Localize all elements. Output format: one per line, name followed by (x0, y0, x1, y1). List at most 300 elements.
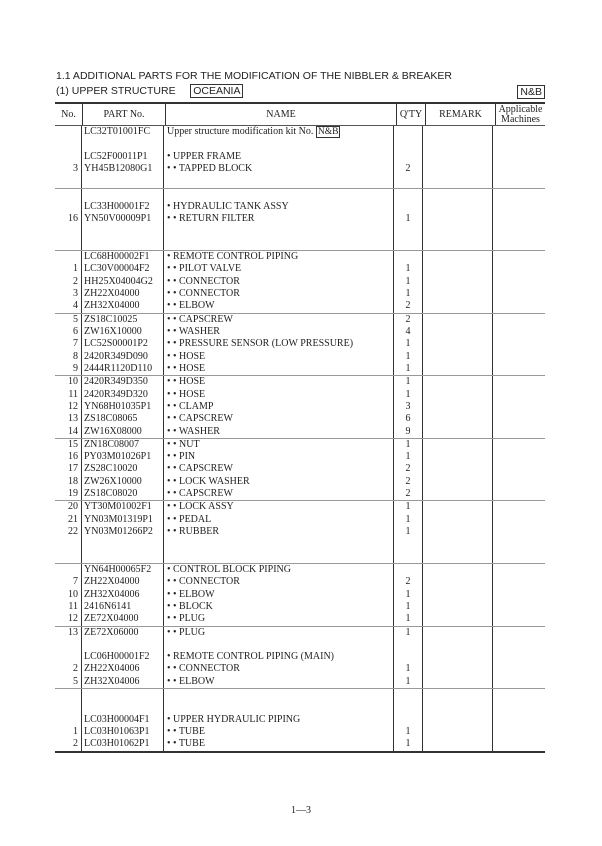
quantity (394, 401, 423, 413)
remark (423, 601, 493, 613)
table-row (55, 201, 545, 213)
part-name-text: • • CAPSCREW (167, 313, 233, 325)
part-number (82, 601, 164, 613)
part-name (164, 263, 394, 275)
part-name-text: • UPPER FRAME (167, 150, 242, 162)
applicable-machines (493, 463, 545, 475)
item-number (55, 138, 82, 150)
applicable-machines (493, 189, 545, 201)
item-number (55, 351, 82, 363)
table-row (55, 263, 545, 275)
part-name (164, 426, 394, 438)
item-number (55, 189, 82, 201)
quantity (394, 300, 423, 312)
nb-badge: N&B (517, 85, 545, 99)
remark (423, 589, 493, 601)
quantity (394, 426, 423, 438)
part-name-text: • HYDRAULIC TANK ASSY (167, 200, 289, 212)
blank-row (55, 189, 545, 201)
applicable-machines (493, 326, 545, 338)
quantity (394, 663, 423, 675)
part-name (164, 338, 394, 350)
part-number-text: ZH32X04006 (84, 588, 140, 600)
part-number-text: LC33H00001F2 (84, 200, 150, 212)
applicable-machines (493, 589, 545, 601)
part-number (82, 476, 164, 488)
quantity (394, 151, 423, 163)
remark (423, 276, 493, 288)
part-number-text: HH25X04004G2 (84, 275, 153, 287)
applicable-machines (493, 488, 545, 500)
remark (423, 439, 493, 451)
table-row (55, 601, 545, 613)
part-name (164, 151, 394, 163)
quantity (394, 413, 423, 425)
part-name-text: • • RUBBER (167, 526, 220, 537)
part-number (82, 226, 164, 238)
quantity-text: 1 (405, 338, 411, 350)
part-number (82, 401, 164, 413)
part-name-text: • • CAPSCREW (167, 463, 233, 475)
applicable-machines (493, 263, 545, 275)
page-number: 1—3 (291, 805, 311, 816)
quantity-text: 1 (405, 738, 411, 750)
item-number (55, 627, 82, 639)
remark (423, 389, 493, 401)
part-name (164, 501, 394, 513)
item-number (55, 175, 82, 187)
applicable-machines (493, 413, 545, 425)
table-header (55, 104, 545, 126)
applicable-machines (493, 627, 545, 639)
item-number (55, 589, 82, 601)
item-number (55, 476, 82, 488)
part-name (164, 413, 394, 425)
item-number-text: 18 (68, 475, 78, 487)
applicable-machines (493, 676, 545, 688)
table-row (55, 351, 545, 363)
part-number (82, 488, 164, 500)
part-name-text: • • PIN (167, 451, 196, 463)
remark (423, 326, 493, 338)
part-number (82, 251, 164, 263)
quantity (394, 676, 423, 688)
quantity (394, 363, 423, 375)
part-name-text: Upper structure modification kit No. (167, 126, 314, 137)
remark (423, 401, 493, 413)
part-number-text: YT30M01002F1 (84, 501, 152, 513)
quantity (394, 476, 423, 488)
table-row (55, 251, 545, 263)
part-number-text: ZS18C08065 (84, 413, 138, 425)
item-number (55, 201, 82, 213)
item-number-text: 7 (73, 338, 78, 350)
item-number-text: 13 (68, 413, 78, 425)
part-number-text: ZS18C10025 (84, 313, 138, 325)
part-number-text: ZH32X04006 (84, 675, 140, 687)
item-number (55, 564, 82, 576)
part-name-text: • • ELBOW (167, 300, 215, 312)
quantity-text: 1 (405, 438, 411, 450)
part-name (164, 300, 394, 312)
item-number-text: 14 (68, 425, 78, 437)
remark (423, 413, 493, 425)
item-number (55, 226, 82, 238)
quantity-text: 1 (405, 675, 411, 687)
parts-table (55, 102, 545, 753)
remark (423, 689, 493, 701)
table-row (55, 338, 545, 350)
item-number (55, 488, 82, 500)
part-name-text: • • TUBE (167, 726, 205, 737)
part-number (82, 326, 164, 338)
quantity (394, 589, 423, 601)
quantity (394, 251, 423, 263)
remark (423, 639, 493, 651)
item-number-text: 2 (73, 663, 78, 675)
item-number (55, 300, 82, 312)
quantity (394, 226, 423, 238)
table-row (55, 576, 545, 588)
table-row (55, 288, 545, 300)
remark (423, 251, 493, 263)
part-name-text: • UPPER HYDRAULIC PIPING (167, 713, 301, 725)
applicable-machines (493, 663, 545, 675)
part-number (82, 589, 164, 601)
blank-row (55, 238, 545, 251)
item-number-text: 11 (68, 600, 78, 612)
item-number-text: 3 (73, 288, 78, 300)
quantity (394, 389, 423, 401)
remark (423, 351, 493, 363)
part-name (164, 326, 394, 338)
remark (423, 338, 493, 350)
item-number (55, 439, 82, 451)
table-row (55, 488, 545, 501)
part-name-text: • • HOSE (167, 376, 206, 388)
part-name-text: • • PRESSURE SENSOR (LOW PRESSURE) (167, 338, 354, 350)
applicable-machines (493, 426, 545, 438)
blank-row (55, 538, 545, 550)
item-number-text: 22 (68, 526, 78, 537)
part-number-text: LC52F00011P1 (84, 150, 148, 162)
part-name (164, 526, 394, 538)
region-tag: OCEANIA (190, 84, 243, 98)
item-number-text: 5 (73, 313, 78, 325)
quantity-text: 1 (405, 501, 411, 513)
quantity (394, 338, 423, 350)
applicable-machines (493, 126, 545, 138)
quantity (394, 163, 423, 175)
part-name (164, 351, 394, 363)
item-number (55, 601, 82, 613)
part-number (82, 376, 164, 388)
item-number-text: 16 (68, 213, 78, 225)
header-no: No. (55, 104, 83, 125)
blank-row (55, 551, 545, 564)
quantity (394, 488, 423, 500)
part-number (82, 564, 164, 576)
part-number-text: ZS18C08020 (84, 488, 138, 500)
quantity (394, 276, 423, 288)
part-name (164, 314, 394, 326)
part-number (82, 613, 164, 625)
quantity (394, 451, 423, 463)
applicable-machines (493, 226, 545, 238)
quantity-text: 2 (405, 463, 411, 475)
part-name (164, 376, 394, 388)
part-number (82, 701, 164, 713)
item-number (55, 213, 82, 225)
part-number-text: LC32T01001FC (84, 126, 151, 137)
table-row (55, 276, 545, 288)
quantity-text: 1 (405, 726, 411, 737)
item-number (55, 639, 82, 651)
table-row (55, 401, 545, 413)
section-heading: 1.1 ADDITIONAL PARTS FOR THE MODIFICATION OF THE NIBBLER & BREAKER (56, 70, 452, 82)
quantity (394, 601, 423, 613)
part-number (82, 463, 164, 475)
item-number-text: 2 (73, 275, 78, 287)
item-number-text: 5 (73, 675, 78, 687)
applicable-machines (493, 601, 545, 613)
part-name (164, 476, 394, 488)
item-number-text: 1 (73, 726, 78, 737)
table-row (55, 589, 545, 601)
quantity-text: 1 (405, 451, 411, 463)
applicable-machines (493, 138, 545, 150)
table-row (55, 501, 545, 513)
remark (423, 263, 493, 275)
remark (423, 526, 493, 538)
quantity (394, 564, 423, 576)
part-name (164, 288, 394, 300)
part-number (82, 389, 164, 401)
part-number (82, 238, 164, 250)
item-number (55, 701, 82, 713)
part-number (82, 451, 164, 463)
header-applicable: Applicable Machines (498, 103, 543, 125)
remark (423, 226, 493, 238)
part-number-text: 2416N6141 (84, 600, 132, 612)
part-name-text: • • ELBOW (167, 675, 215, 687)
part-name-text: • • HOSE (167, 388, 206, 400)
applicable-machines (493, 726, 545, 738)
quantity-text: 1 (405, 626, 411, 638)
part-number (82, 576, 164, 588)
table-row (55, 300, 545, 313)
quantity-text: 1 (405, 600, 411, 612)
quantity (394, 651, 423, 663)
quantity (394, 213, 423, 225)
item-number-text: 10 (68, 588, 78, 600)
applicable-machines (493, 213, 545, 225)
item-number-text: 2 (73, 738, 78, 750)
part-number (82, 163, 164, 175)
part-name (164, 627, 394, 639)
item-number-text: 12 (68, 613, 78, 625)
item-number-text: 9 (73, 362, 78, 374)
applicable-machines (493, 714, 545, 726)
quantity (394, 189, 423, 201)
applicable-machines (493, 551, 545, 563)
quantity-text: 2 (405, 475, 411, 487)
part-name (164, 663, 394, 675)
kit-tag: N&B (317, 127, 339, 137)
quantity (394, 175, 423, 187)
remark (423, 451, 493, 463)
quantity-text: 1 (405, 388, 411, 400)
part-name (164, 126, 394, 138)
quantity (394, 538, 423, 550)
table-row (55, 564, 545, 576)
part-name (164, 564, 394, 576)
quantity (394, 238, 423, 250)
quantity (394, 726, 423, 738)
part-number-text: LC68H00002F1 (84, 251, 150, 263)
remark (423, 151, 493, 163)
remark (423, 538, 493, 550)
quantity (394, 326, 423, 338)
part-name (164, 213, 394, 225)
quantity (394, 738, 423, 750)
part-name-text: • • RETURN FILTER (167, 213, 255, 225)
table-row (55, 514, 545, 526)
quantity-text: 1 (405, 376, 411, 388)
table-row (55, 738, 545, 750)
quantity (394, 639, 423, 651)
part-name (164, 389, 394, 401)
table-row (55, 463, 545, 475)
remark (423, 627, 493, 639)
part-number (82, 526, 164, 538)
item-number-text: 20 (68, 501, 78, 513)
table-row (55, 613, 545, 626)
item-number-text: 7 (73, 576, 78, 588)
item-number (55, 738, 82, 750)
quantity (394, 514, 423, 526)
part-name-text: • • CONNECTOR (167, 663, 240, 675)
part-number-text: LC06H00001F2 (84, 651, 150, 663)
quantity (394, 689, 423, 701)
quantity (394, 138, 423, 150)
quantity-text: 1 (405, 288, 411, 300)
part-number (82, 627, 164, 639)
item-number (55, 389, 82, 401)
item-number (55, 151, 82, 163)
part-number-text: LC03H00004F1 (84, 713, 150, 725)
part-number-text: YN03M01319P1 (84, 513, 153, 525)
remark (423, 701, 493, 713)
quantity-text: 1 (405, 513, 411, 525)
item-number-text: 3 (73, 162, 78, 174)
part-name-text: • • WASHER (167, 326, 220, 337)
quantity (394, 501, 423, 513)
part-name-text: • • CAPSCREW (167, 413, 233, 425)
remark (423, 651, 493, 663)
part-number-text: ZS28C10020 (84, 463, 138, 475)
item-number-text: 10 (68, 376, 78, 388)
remark (423, 300, 493, 312)
quantity-text: 1 (405, 275, 411, 287)
part-name (164, 226, 394, 238)
remark (423, 564, 493, 576)
part-number (82, 426, 164, 438)
header-part-no: PART No. (83, 104, 166, 125)
table-row (55, 314, 545, 326)
item-number (55, 576, 82, 588)
part-number (82, 300, 164, 312)
part-name (164, 538, 394, 550)
quantity (394, 351, 423, 363)
applicable-machines (493, 401, 545, 413)
applicable-machines (493, 276, 545, 288)
applicable-machines (493, 151, 545, 163)
item-number-text: 6 (73, 326, 78, 337)
quantity-text: 2 (405, 162, 411, 174)
table-row (55, 413, 545, 425)
part-name (164, 363, 394, 375)
item-number (55, 526, 82, 538)
part-number-text: ZH22X04000 (84, 576, 140, 588)
applicable-machines (493, 351, 545, 363)
quantity-text: 2 (405, 313, 411, 325)
item-number (55, 613, 82, 625)
remark (423, 138, 493, 150)
part-number (82, 288, 164, 300)
item-number (55, 426, 82, 438)
quantity (394, 463, 423, 475)
remark (423, 213, 493, 225)
remark (423, 175, 493, 187)
blank-row (55, 689, 545, 701)
quantity (394, 201, 423, 213)
part-name (164, 601, 394, 613)
applicable-machines (493, 514, 545, 526)
item-number-text: 12 (68, 400, 78, 412)
part-name-text: • • PLUG (167, 613, 206, 625)
table-row (55, 389, 545, 401)
item-number (55, 314, 82, 326)
part-number (82, 726, 164, 738)
table-row (55, 476, 545, 488)
remark (423, 189, 493, 201)
quantity (394, 439, 423, 451)
quantity-text: 6 (405, 413, 411, 425)
quantity (394, 263, 423, 275)
item-number (55, 463, 82, 475)
part-number-text: LC03H01062P1 (84, 738, 150, 750)
part-name (164, 189, 394, 201)
part-number-text: YN64H00065F2 (84, 563, 152, 575)
quantity (394, 576, 423, 588)
part-name (164, 163, 394, 175)
item-number (55, 689, 82, 701)
part-name (164, 738, 394, 750)
table-row (55, 663, 545, 675)
part-number-text: LC03H01063P1 (84, 726, 150, 737)
part-name (164, 401, 394, 413)
part-number (82, 314, 164, 326)
item-number-text: 8 (73, 350, 78, 362)
blank-row (55, 701, 545, 713)
part-name-text: • • BLOCK (167, 600, 213, 612)
part-name (164, 689, 394, 701)
applicable-machines (493, 538, 545, 550)
item-number (55, 514, 82, 526)
part-number (82, 689, 164, 701)
part-name (164, 639, 394, 651)
